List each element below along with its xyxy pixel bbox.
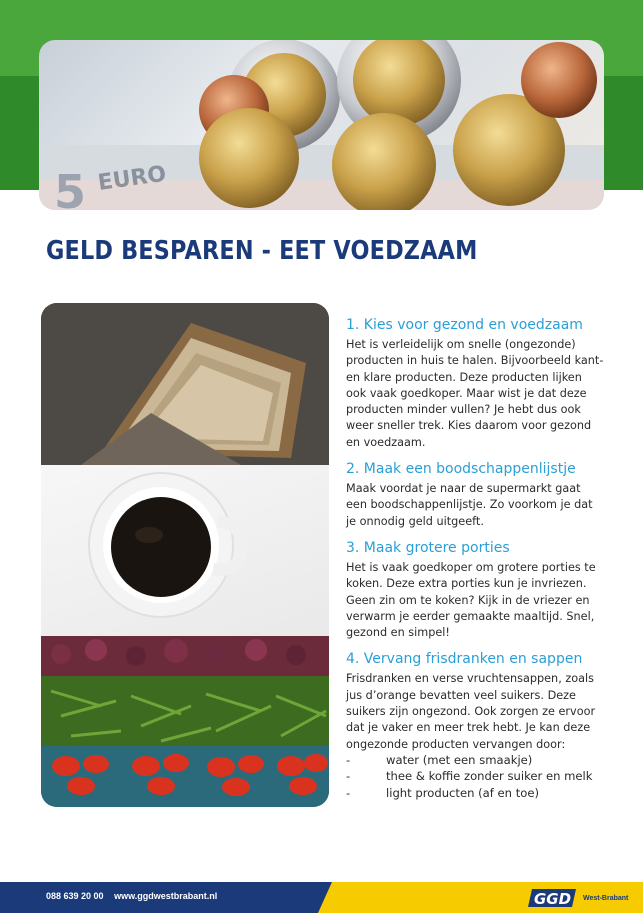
section-heading: 2. Maak een boodschappenlijstje <box>346 461 576 478</box>
logo-text: GGD <box>534 890 572 908</box>
footer-contact <box>46 891 225 901</box>
section-heading: 3. Maak grotere porties <box>346 539 510 556</box>
page-title: GELD BESPAREN - EET VOEDZAAM <box>46 236 478 266</box>
section-replace-drinks <box>346 650 606 800</box>
list-item <box>346 768 606 784</box>
replacement-list <box>346 752 606 801</box>
section-healthy-food <box>346 316 606 450</box>
svg-text:EURO: EURO <box>96 161 168 196</box>
coffee-photo <box>41 465 329 636</box>
hero-coins-image <box>39 40 604 210</box>
photo-column <box>41 303 329 807</box>
svg-text:5: 5 <box>54 165 87 210</box>
logo-subtitle: West-Brabant <box>583 895 629 902</box>
section-body: Het is verleidelijk om snelle (ongezonde) producten in huis te halen. Bijvoorbeeld kant- en klare producten. Deze producten lijken ook vaak goedkoper. Maar wist je dat deze producten minder vullen? Je hebt dus ook weer sneller trek. Kies daarom voor gezond en voedzaam. <box>346 337 604 449</box>
bread-illustration <box>41 303 329 465</box>
section-body: Maak voordat je naar de supermarkt gaat een boodschappenlijstje. Zo voorkom je dat je onnodig geld uitgeeft. <box>346 481 593 528</box>
list-item <box>346 752 606 768</box>
footer-phone: 088 639 20 00 <box>46 891 104 901</box>
list-item-text: light producten (af en toe) <box>386 785 539 800</box>
list-dash: - <box>346 785 351 800</box>
section-body: Het is vaak goedkoper om grotere porties te koken. Deze extra porties kun je invriezen. Geen zin om te koken? Kijk in de vriezer en verwarm je eerder gemaakte maaltijd. Snel, gezond en simpel! <box>346 559 596 640</box>
list-item-text: water (met een smaakje) <box>386 752 533 767</box>
vegetables-photo <box>41 636 329 807</box>
bread-photo <box>41 303 329 465</box>
list-dash: - <box>346 769 351 784</box>
section-bigger-portions <box>346 539 606 640</box>
section-shopping-list <box>346 460 606 529</box>
vegetables-illustration <box>41 636 329 807</box>
section-body: Frisdranken en verse vruchtensappen, zoals jus d’orange bevatten veel suikers. Deze suikers zijn ongezond. Ook zorgen ze ervoor dat je vaker en meer trek hebt. Je kan deze ongezonde producten vervangen door: <box>346 671 596 751</box>
footer-website-link[interactable]: www.ggdwestbrabant.nl <box>114 891 218 901</box>
section-heading: 4. Vervang frisdranken en sappen <box>346 651 583 668</box>
content-column <box>346 316 606 811</box>
list-item-text: thee & koffie zonder suiker en melk <box>386 769 593 784</box>
section-heading: 1. Kies voor gezond en voedzaam <box>346 317 583 333</box>
coins-illustration <box>39 40 604 210</box>
list-item <box>346 785 606 801</box>
coffee-cup-illustration <box>41 465 329 636</box>
list-dash: - <box>346 752 351 767</box>
